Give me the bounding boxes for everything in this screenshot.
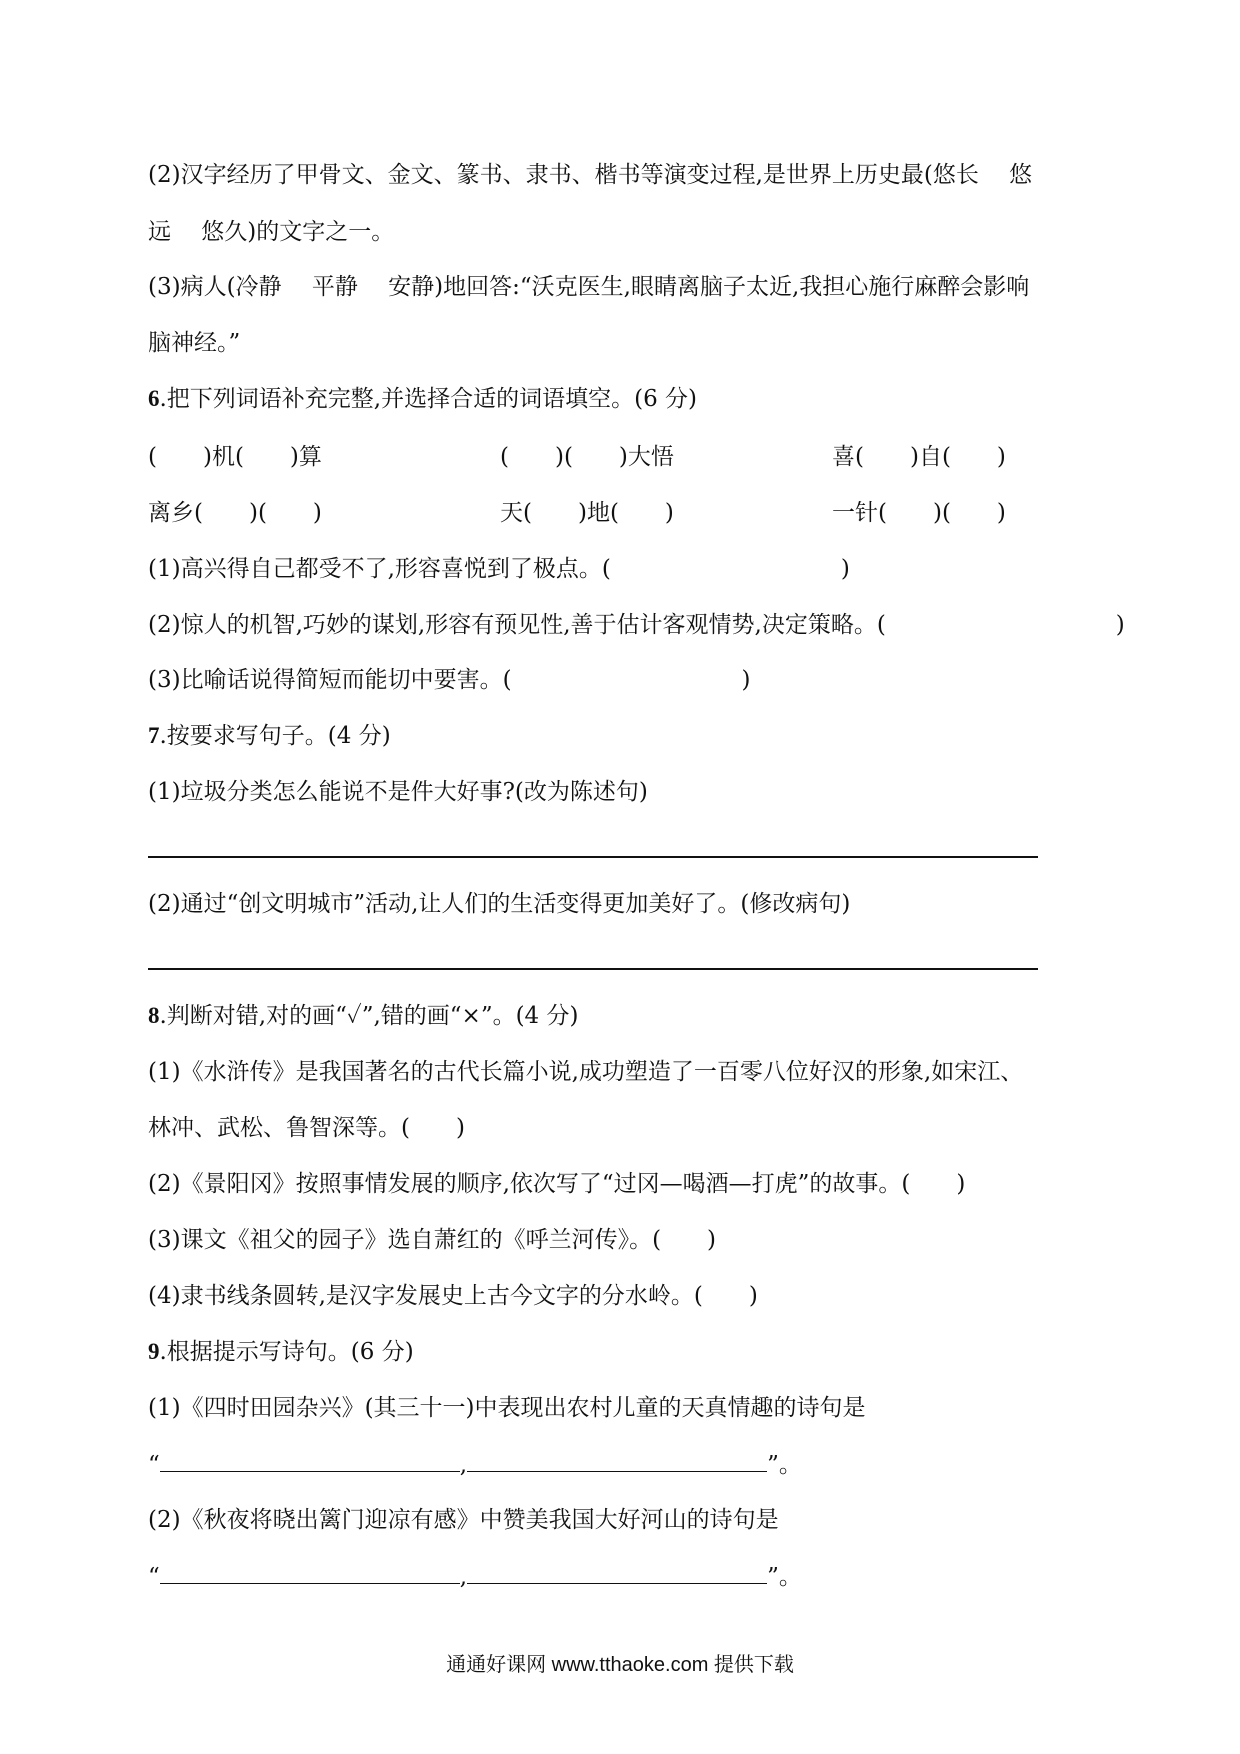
q9-item2-blank-1[interactable] <box>160 1561 460 1584</box>
open-quote: “ <box>148 1452 160 1478</box>
q9-number: 9 <box>148 1339 160 1364</box>
q6-item3: (3)比喻话说得简短而能切中要害。( ) <box>148 667 751 693</box>
q6-idiom-6: 一针( )( ) <box>832 500 1006 526</box>
q5-item3-line1: (3)病人(冷静 平静 安静)地回答:“沃克医生,眼睛离脑子太近,我担心施行麻醉会影响 <box>148 274 1030 300</box>
q9-item2: (2)《秋夜将晓出篱门迎凉有感》中赞美我国大好河山的诗句是 <box>148 1507 779 1533</box>
comma: , <box>459 1452 468 1478</box>
q7-item2: (2)通过“创文明城市”活动,让人们的生活变得更加美好了。(修改病句) <box>148 891 851 917</box>
q9-item2-answer <box>148 1561 802 1592</box>
q8-number: 8 <box>148 1003 160 1028</box>
q9-item1: (1)《四时田园杂兴》(其三十一)中表现出农村儿童的天真情趣的诗句是 <box>148 1395 866 1421</box>
q8-title <box>148 1001 578 1031</box>
q7-title-text: .按要求写句子。(4 分) <box>159 723 391 749</box>
q6-number: 6 <box>148 386 160 411</box>
q9-title-text: .根据提示写诗句。(6 分) <box>159 1339 414 1365</box>
q6-idiom-1: ( )机( )算 <box>148 444 322 470</box>
close-quote: ”。 <box>767 1452 802 1478</box>
q9-item1-blank-2[interactable] <box>467 1449 767 1472</box>
q8-item4: (4)隶书线条圆转,是汉字发展史上古今文字的分水岭。( ) <box>148 1283 758 1309</box>
q6-item1: (1)高兴得自己都受不了,形容喜悦到了极点。( ) <box>148 556 850 582</box>
q9-item2-blank-2[interactable] <box>467 1561 767 1584</box>
q6-title-text: .把下列词语补充完整,并选择合适的词语填空。(6 分) <box>159 386 698 412</box>
open-quote: “ <box>148 1564 160 1590</box>
q6-title <box>148 384 697 414</box>
q6-item2: (2)惊人的机智,巧妙的谋划,形容有预见性,善于估计客观情势,决定策略。( ) <box>148 612 1125 638</box>
q5-item2-line2: 远 悠久)的文字之一。 <box>148 219 395 245</box>
q6-idiom-3: 喜( )自( ) <box>832 444 1006 470</box>
comma: , <box>459 1564 468 1590</box>
q8-item2: (2)《景阳冈》按照事情发展的顺序,依次写了“过冈—喝酒—打虎”的故事。( ) <box>148 1171 966 1197</box>
q7-number: 7 <box>148 723 160 748</box>
q7-title <box>148 721 391 751</box>
q6-idiom-2: ( )( )大悟 <box>500 444 674 470</box>
q7-item1-answer-line[interactable] <box>148 856 1038 858</box>
close-quote: ”。 <box>767 1564 802 1590</box>
q6-idiom-4: 离乡( )( ) <box>148 500 322 526</box>
q8-item1-line1: (1)《水浒传》是我国著名的古代长篇小说,成功塑造了一百零八位好汉的形象,如宋江、 <box>148 1059 1024 1085</box>
q9-item1-blank-1[interactable] <box>160 1449 460 1472</box>
q8-item3: (3)课文《祖父的园子》选自萧红的《呼兰河传》。( ) <box>148 1227 717 1253</box>
q9-title <box>148 1337 414 1367</box>
q9-item1-answer <box>148 1449 802 1480</box>
q8-item1-line2: 林冲、武松、鲁智深等。( ) <box>148 1115 465 1141</box>
q7-item1: (1)垃圾分类怎么能说不是件大好事?(改为陈述句) <box>148 779 648 805</box>
q8-title-text: .判断对错,对的画“✓”,错的画“×”。(4 分) <box>159 1003 579 1029</box>
q7-item2-answer-line[interactable] <box>148 968 1038 970</box>
q5-item3-line2: 脑神经。” <box>148 330 241 356</box>
q5-item2-line1: (2)汉字经历了甲骨文、金文、篆书、隶书、楷书等演变过程,是世界上历史最(悠长 悠 <box>148 162 1033 188</box>
q6-idiom-5: 天( )地( ) <box>500 500 674 526</box>
page-footer: 通通好课网 www.tthaoke.com 提供下载 <box>446 1654 794 1676</box>
